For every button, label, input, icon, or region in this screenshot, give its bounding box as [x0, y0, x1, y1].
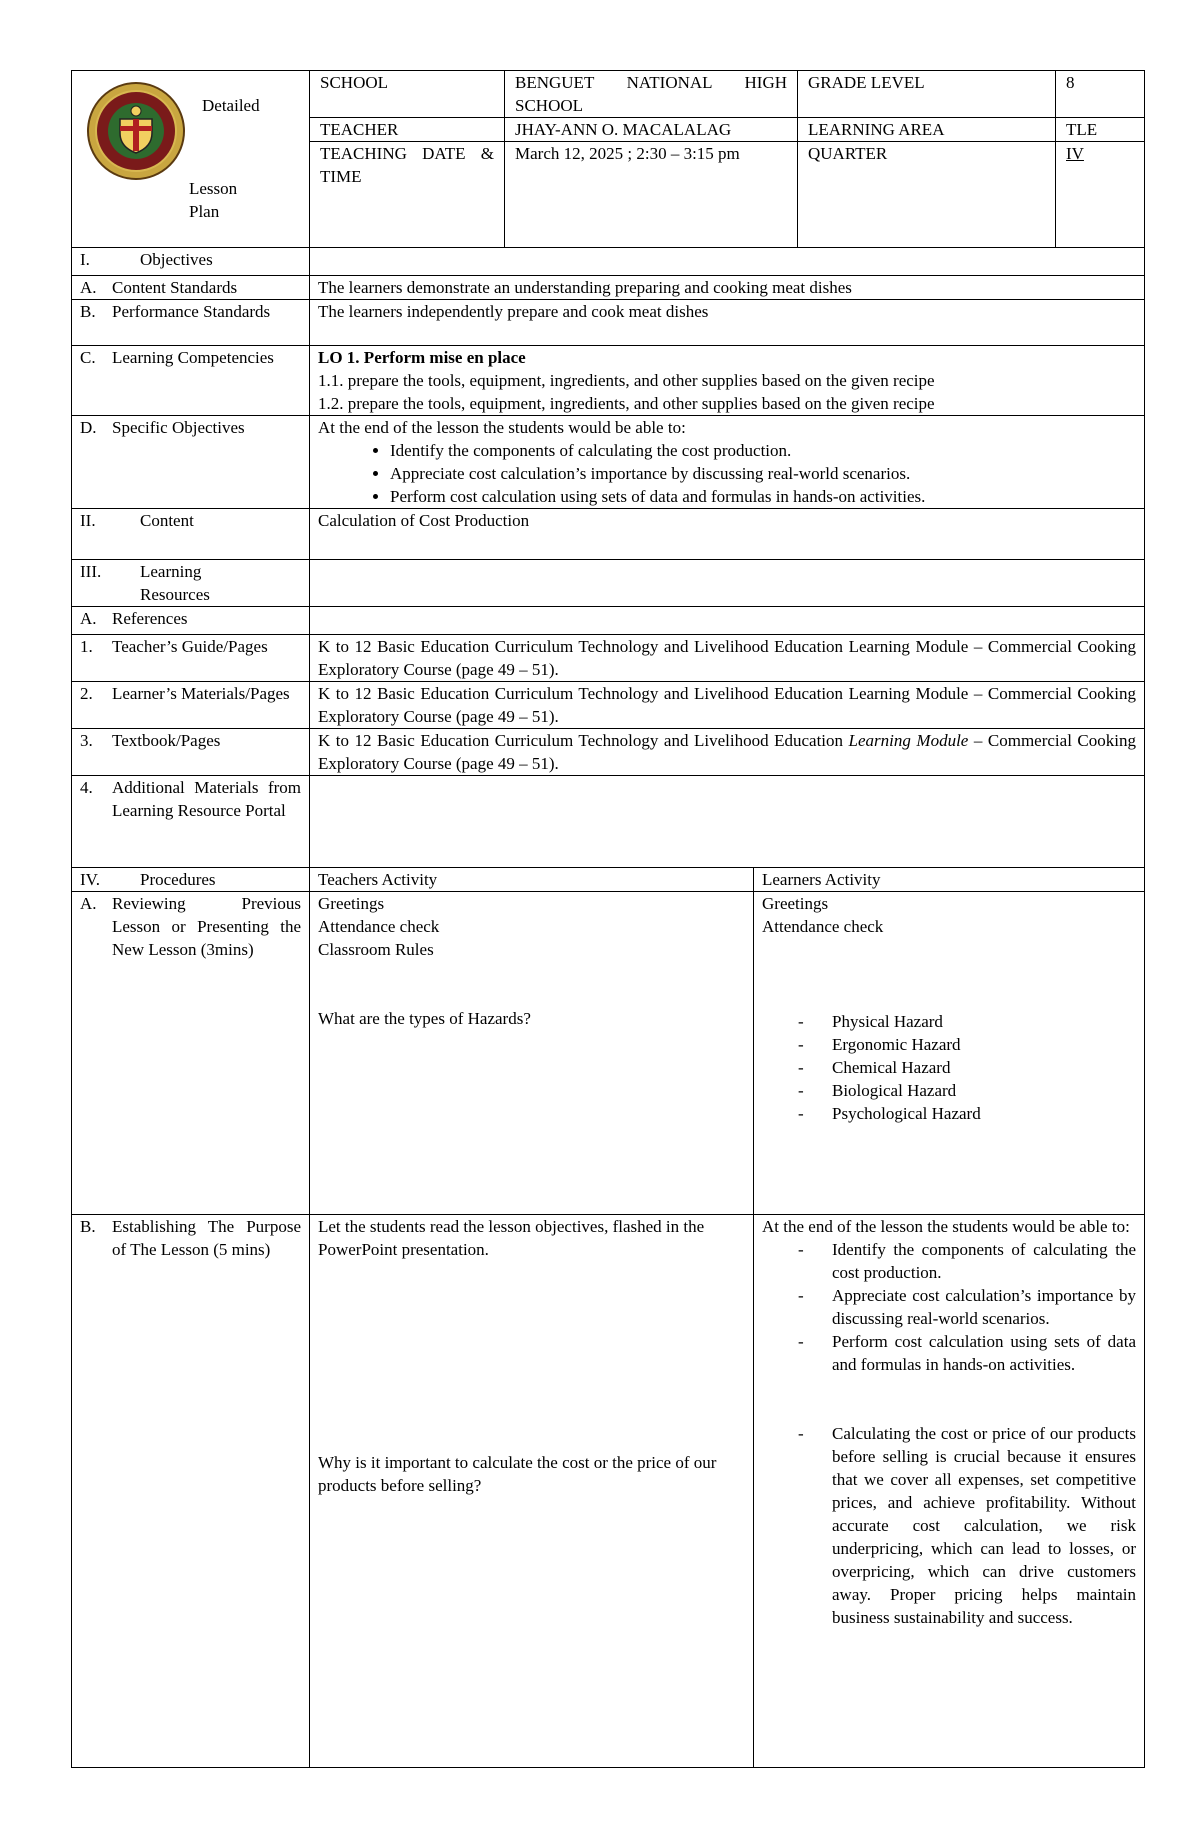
row-label: Establishing The Purpose of The Lesson (5 mins) — [112, 1217, 301, 1259]
row-label: Specific Objectives — [112, 418, 245, 437]
row-num: 3. — [80, 731, 93, 750]
teacher-question: What are the types of Hazards? — [318, 1009, 531, 1028]
row-label: Reviewing Previous Lesson or Presenting the New Lesson (3mins) — [112, 894, 301, 959]
teacher-line: Greetings — [318, 894, 385, 913]
objectives-intro: At the end of the lesson the students would be able to: — [318, 418, 686, 437]
hazard-item: - Biological Hazard — [798, 1079, 1136, 1102]
row-establishing — [72, 1215, 1145, 1768]
row-label: Objectives — [140, 250, 213, 269]
learner-objectives-list — [762, 1238, 1136, 1376]
lesson-body-table — [71, 247, 1145, 1768]
title-detailed: Detailed — [202, 96, 260, 115]
row-content-standards — [72, 276, 1145, 300]
teacher-column-header: Teachers Activity — [310, 868, 754, 892]
textbook-value — [310, 729, 1145, 776]
objective-item: • Appreciate cost calculation’s importance by discussing real-world scenarios. — [390, 462, 1136, 485]
competency-item: 1.2. prepare the tools, equipment, ingredients, and other supplies based on the given recipe — [318, 394, 935, 413]
row-num: B. — [80, 1217, 96, 1236]
learner-line: Attendance check — [762, 917, 884, 936]
competency-item: 1.1. prepare the tools, equipment, ingredients, and other supplies based on the given recipe — [318, 371, 935, 390]
row-num: IV. — [80, 870, 100, 889]
textbook-text: – Commercial Cooking Exploratory Course (page 49 – 51). — [318, 731, 1136, 773]
learner-line: Greetings — [762, 894, 829, 913]
date-value: March 12, 2025 ; 2:30 – 3:15 pm — [505, 142, 798, 248]
learner-objective-item: - Identify the components of calculating the cost production. — [798, 1238, 1136, 1284]
row-label: Procedures — [140, 870, 216, 889]
row-num: 2. — [80, 684, 93, 703]
hazard-item: - Ergonomic Hazard — [798, 1033, 1136, 1056]
hazard-item: - Chemical Hazard — [798, 1056, 1136, 1079]
row-num: 4. — [80, 778, 93, 797]
row-learning-resources — [72, 560, 1145, 607]
textbook-italic: Learning Module — [848, 731, 969, 750]
logo-title-cell — [72, 71, 310, 248]
row-num: D. — [80, 418, 97, 437]
school-label: SCHOOL — [310, 71, 505, 118]
textbook-text: K to 12 Basic Education Curriculum Technology and Livelihood Education — [318, 731, 849, 750]
lesson-plan-page — [71, 70, 1144, 1768]
row-num: B. — [80, 302, 96, 321]
quarter-value: IV — [1056, 142, 1145, 248]
learners-materials-value: K to 12 Basic Education Curriculum Technology and Livelihood Education Learning Module – Commercial Cooking Exploratory Course (page 49 – 51). — [310, 682, 1145, 729]
performance-standards-value: The learners independently prepare and cook meat dishes — [310, 300, 1145, 346]
objectives-list — [318, 439, 1136, 508]
learner-answer-list — [762, 1422, 1136, 1629]
learner-objective-item: - Perform cost calculation using sets of data and formulas in hands-on activities. — [798, 1330, 1136, 1376]
quarter-label: QUARTER — [798, 142, 1056, 248]
teacher-line: Attendance check — [318, 917, 440, 936]
row-num: C. — [80, 348, 96, 367]
area-label: LEARNING AREA — [798, 118, 1056, 142]
row-content — [72, 509, 1145, 560]
row-label: Content Standards — [112, 278, 238, 297]
row-label: Performance Standards — [112, 302, 271, 321]
hazard-item: - Psychological Hazard — [798, 1102, 1136, 1125]
row-label: References — [112, 609, 188, 628]
hazards-list — [762, 1010, 1136, 1125]
area-value: TLE — [1056, 118, 1145, 142]
objective-item: • Identify the components of calculating the cost production. — [390, 439, 1136, 462]
row-teachers-guide — [72, 635, 1145, 682]
row-procedures — [72, 868, 1145, 892]
title-lesson: Lesson — [189, 179, 238, 198]
row-objectives — [72, 248, 1145, 276]
teacher-question: Why is it important to calculate the cost or the price of our products before selling? — [318, 1453, 717, 1495]
content-standards-value: The learners demonstrate an understanding preparing and cooking meat dishes — [310, 276, 1145, 300]
row-additional-materials — [72, 776, 1145, 868]
teacher-value: JHAY-ANN O. MACALALAG — [505, 118, 798, 142]
learner-intro: At the end of the lesson the students would be able to: — [762, 1217, 1130, 1236]
title-plan: Plan — [189, 202, 220, 221]
row-performance-standards — [72, 300, 1145, 346]
school-value: BENGUET NATIONAL HIGH SCHOOL — [505, 71, 798, 118]
learner-column-header: Learners Activity — [754, 868, 1145, 892]
row-reviewing — [72, 892, 1145, 1215]
row-num: A. — [80, 609, 97, 628]
grade-value: 8 — [1056, 71, 1145, 118]
teacher-instruction: Let the students read the lesson objectives, flashed in the PowerPoint presentation. — [318, 1217, 705, 1259]
row-num: 1. — [80, 637, 93, 656]
competency-lo-title: LO 1. Perform mise en place — [318, 348, 526, 367]
learner-objective-item: - Appreciate cost calculation’s importance by discussing real-world scenarios. — [798, 1284, 1136, 1330]
row-learning-competencies — [72, 346, 1145, 416]
row-num: A. — [80, 894, 97, 913]
hazard-item: - Physical Hazard — [798, 1010, 1136, 1033]
teacher-label: TEACHER — [310, 118, 505, 142]
content-value: Calculation of Cost Production — [310, 509, 1145, 560]
row-label: Learner’s Materials/Pages — [112, 684, 290, 703]
row-specific-objectives — [72, 416, 1145, 509]
objective-item: • Perform cost calculation using sets of data and formulas in hands-on activities. — [390, 485, 1136, 508]
grade-label: GRADE LEVEL — [798, 71, 1056, 118]
row-label: Learning Competencies — [112, 348, 274, 367]
row-num: A. — [80, 278, 97, 297]
row-label: Textbook/Pages — [112, 731, 221, 750]
row-label: Learning Resources — [140, 562, 210, 604]
learner-answer: - Calculating the cost or price of our products before selling is crucial because it ensures that we cover all expenses, set competitive prices, and achieve profitability. Without accurate cost calculation, we risk underpricing, which can lead to losses, or overpricing, which can drive customers away. Proper pricing helps maintain business sustainability and success. — [798, 1422, 1136, 1629]
date-label: TEACHING DATE & TIME — [310, 142, 505, 248]
row-references — [72, 607, 1145, 635]
row-label: Content — [140, 511, 194, 530]
row-learners-materials — [72, 682, 1145, 729]
row-label: Additional Materials from Learning Resource Portal — [112, 778, 301, 820]
school-seal-logo — [86, 81, 186, 181]
row-num: I. — [80, 250, 90, 269]
row-num: II. — [80, 511, 96, 530]
header-table — [71, 70, 1145, 248]
teachers-guide-value: K to 12 Basic Education Curriculum Technology and Livelihood Education Learning Module – Commercial Cooking Exploratory Course (page 49 – 51). — [310, 635, 1145, 682]
row-label: Teacher’s Guide/Pages — [112, 637, 268, 656]
row-num: III. — [80, 562, 102, 581]
teacher-line: Classroom Rules — [318, 940, 434, 959]
row-textbook — [72, 729, 1145, 776]
